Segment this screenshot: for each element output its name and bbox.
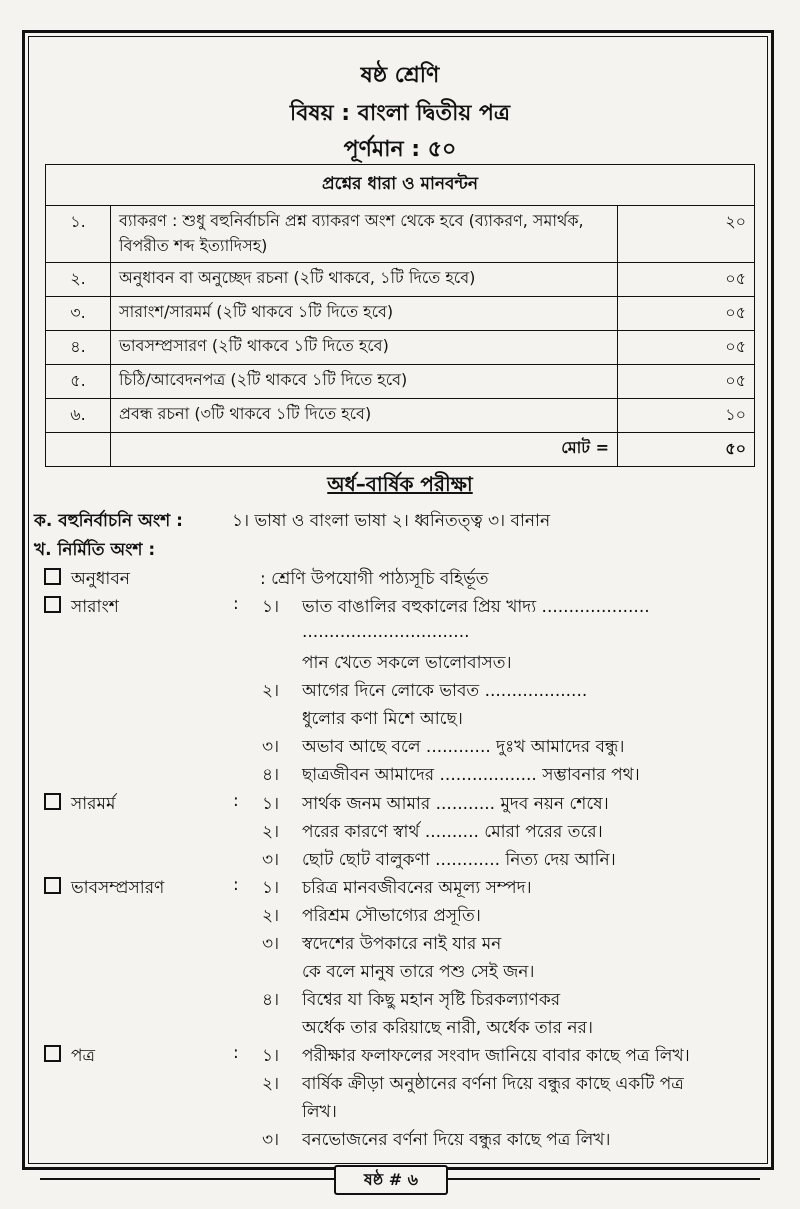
row-marks: ০৫ [618,296,755,330]
item-number: ৪। [262,765,280,785]
exam-title: অর্ধ–বার্ষিক পরীক্ষা [327,472,473,496]
table-title: প্রশ্নের ধারা ও মানবন্টন [46,165,755,206]
page-number: ষষ্ঠ # ৬ [334,1165,448,1195]
row-number: ১. [46,206,111,263]
marks-distribution-table [45,164,755,467]
list-item: পান খেতে সকলে ভালোবাসত। [302,653,512,673]
row-marks: ০৫ [618,330,755,364]
item-number: ১। [262,794,280,814]
list-item: ছোট ছোট বালুকণা ............ নিত্য দেয় আনি। [302,850,616,870]
list-item: পরীক্ষার ফলাফলের সংবাদ জানিয়ে বাবার কাছে পত্র লিখ। [302,1046,690,1066]
item-number: ৩। [262,934,280,954]
onudhaban-text: : শ্রেণি উপযোগী পাঠ্যসূচি বহির্ভূত [260,569,489,589]
row-number: ৩. [46,296,111,330]
item-number: ৩। [262,737,280,757]
list-item: বিশ্বের যা কিছু মহান সৃষ্টি চিরকল্যাণকর [302,990,561,1010]
row-number: ৪. [46,330,111,364]
row-text: অনুধাবন বা অনুচ্ছেদ রচনা (২টি থাকবে, ১টি দিতে হবে) [111,262,618,296]
row-text: ভাবসম্প্রসারণ (২টি থাকবে ১টি দিতে হবে) [111,330,618,364]
table-row [46,330,755,364]
list-item: বনভোজনের বর্ণনা দিয়ে বন্ধুর কাছে পত্র লিখ। [302,1130,611,1150]
checkbox-icon [44,793,61,810]
item-number: ২। [262,1074,280,1094]
list-item: অর্ধেক তার করিয়াছে নারী, অর্ধেক তার নর। [302,1018,593,1038]
total-marks: ৫০ [618,432,755,466]
item-number: ৩। [262,1130,280,1150]
table-row [46,398,755,432]
item-number: ১। [262,597,280,617]
row-number: ৫. [46,364,111,398]
item-number: ২। [262,906,280,926]
row-marks: ২০ [618,206,755,263]
class-title: ষষ্ঠ শ্রেণি [360,63,440,88]
list-item: ধুলোর কণা মিশে আছে। [302,709,463,729]
footer-line-right [444,1178,760,1180]
item-number: ২। [262,822,280,842]
row-text: সারাংশ/সারমর্ম (২টি থাকবে ১টি দিতে হবে) [111,296,618,330]
row-text: চিঠি/আবেদনপত্র (২টি থাকবে ১টি দিতে হবে) [111,364,618,398]
list-item: অভাব আছে বলে ............ দুঃখ আমাদের বন্ধু। [302,737,625,757]
row-text: ব্যাকরণ : শুধু বহুনির্বাচনি প্রশ্ন ব্যাকরণ অংশ থেকে হবে (ব্যাকরণ, সমার্থক, বিপরীত শব্দ ইত্যাদিসহ) [111,206,618,263]
item-number: ২। [262,681,280,701]
footer-line-left [40,1178,334,1180]
total-label: মোট = [111,432,618,466]
checkbox-icon [44,877,61,894]
row-number: ২. [46,262,111,296]
item-number: ১। [262,1046,280,1066]
total-row [46,432,755,466]
subject-title: বিষয় : বাংলা দ্বিতীয় পত্র [289,101,511,126]
sarmormo-heading: সারমর্ম [44,791,115,819]
table-row [46,262,755,296]
table-row [46,296,755,330]
checkbox-icon [44,568,61,585]
mcq-text: ১। ভাষা ও বাংলা ভাষা ২। ধ্বনিতত্ত্ব ৩। বানান [232,511,551,531]
list-item: চরিত্র মানবজীবনের অমূল্য সম্পদ। [302,878,532,898]
row-number: ৬. [46,398,111,432]
list-item: সার্থক জনম আমার ........... মুদব নয়ন শেষে। [302,794,609,814]
creative-label: খ. নির্মিতি অংশ : [34,540,156,560]
list-item: পরের কারণে স্বার্থ .......... মোরা পরের তরে। [302,822,603,842]
item-number: ১। [262,878,280,898]
checkbox-icon [44,596,61,613]
table-row [46,364,755,398]
row-marks: ০৫ [618,364,755,398]
list-item: আগের দিনে লোকে ভাবত ................... [302,681,588,701]
potro-heading: পত্র [44,1043,95,1071]
list-item: বার্ষিক ক্রীড়া অনুষ্ঠানের বর্ণনা দিয়ে বন্ধুর কাছে একটি পত্র [302,1074,684,1094]
item-number: ৪। [262,990,280,1010]
table-row [46,206,755,263]
item-number: ৩। [262,850,280,870]
mcq-label: ক. বহুনির্বাচনি অংশ : [34,511,183,531]
onudhaban-heading: অনুধাবন [44,566,130,594]
list-item: লিখ। [302,1102,337,1122]
list-item: ............................... [302,622,470,642]
row-marks: ১০ [618,398,755,432]
row-text: প্রবন্ধ রচনা (৩টি থাকবে ১টি দিতে হবে) [111,398,618,432]
bhab-heading: ভাবসম্প্রসারণ [44,875,164,903]
list-item: ভাত বাঙালির বহুকালের প্রিয় খাদ্য .................... [302,597,650,617]
list-item: পরিশ্রম সৌভাগ্যের প্রসূতি। [302,906,481,926]
list-item: স্বদেশের উপকারে নাই যার মন [302,934,502,954]
list-item: কে বলে মানুষ তারে পশু সেই জন। [302,962,535,982]
list-item: ছাত্রজীবন আমাদের .................. সম্ভাবনার পথ। [302,765,640,785]
full-marks: পূর্ণমান : ৫০ [343,137,457,162]
sarangsho-heading: সারাংশ [44,594,119,622]
checkbox-icon [44,1045,61,1062]
row-marks: ০৫ [618,262,755,296]
